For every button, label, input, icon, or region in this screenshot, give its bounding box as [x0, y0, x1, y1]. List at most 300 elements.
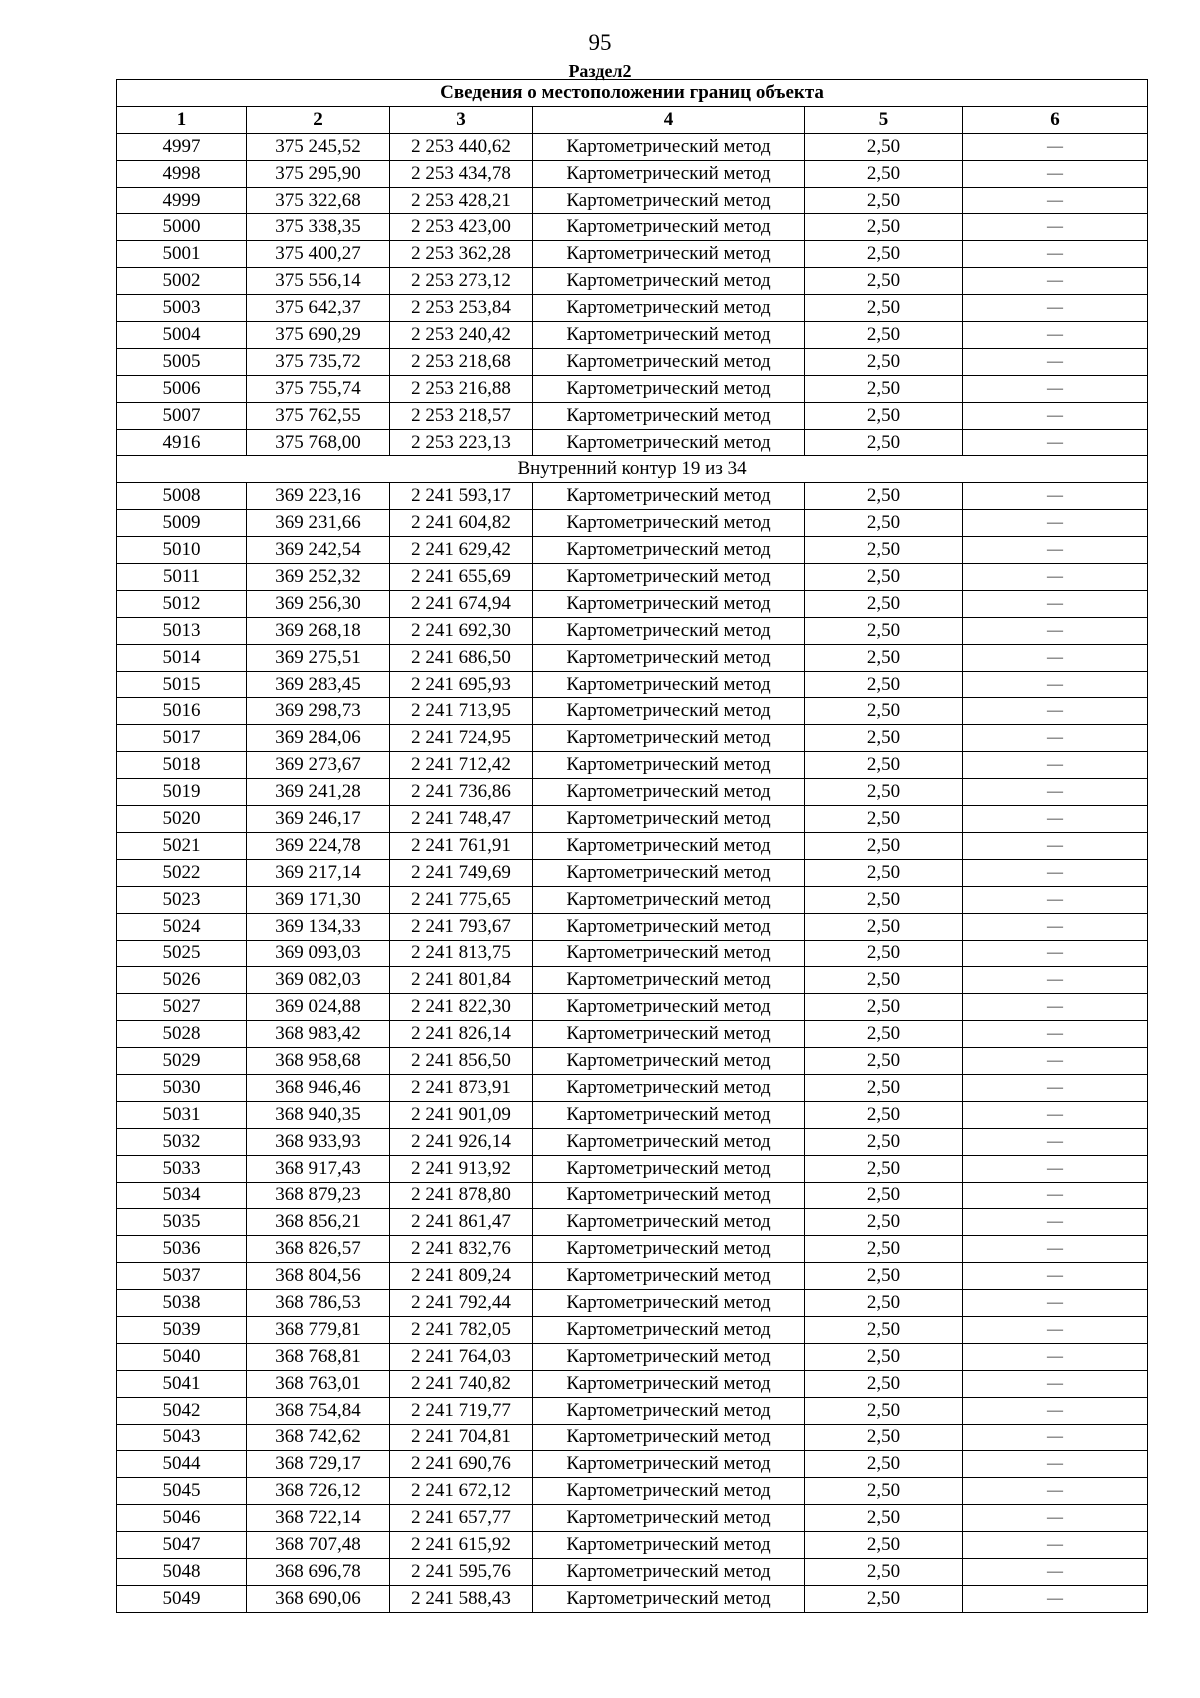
table-row	[117, 1155, 1148, 1182]
y-coordinate-cell: 2 253 428,21	[390, 187, 533, 214]
table-row	[117, 1558, 1148, 1585]
point-number-cell: 5011	[117, 564, 247, 591]
point-number-cell: 5006	[117, 375, 247, 402]
x-coordinate-cell: 369 024,88	[247, 994, 390, 1021]
point-number-cell: 4998	[117, 160, 247, 187]
y-coordinate-cell: 2 253 423,00	[390, 214, 533, 241]
y-coordinate-cell: 2 253 434,78	[390, 160, 533, 187]
method-cell: Картометрический метод	[533, 886, 805, 913]
method-cell: Картометрический метод	[533, 1074, 805, 1101]
table-row	[117, 806, 1148, 833]
accuracy-cell: 2,50	[805, 806, 963, 833]
x-coordinate-cell: 368 707,48	[247, 1532, 390, 1559]
point-number-cell: 5025	[117, 940, 247, 967]
x-coordinate-cell: 375 642,37	[247, 295, 390, 322]
y-coordinate-cell: 2 241 593,17	[390, 483, 533, 510]
point-number-cell: 4997	[117, 133, 247, 160]
y-coordinate-cell: 2 241 719,77	[390, 1397, 533, 1424]
method-cell: Картометрический метод	[533, 1505, 805, 1532]
point-number-cell: 5017	[117, 725, 247, 752]
description-cell: —	[963, 1128, 1148, 1155]
description-cell: —	[963, 698, 1148, 725]
method-cell: Картометрический метод	[533, 913, 805, 940]
accuracy-cell: 2,50	[805, 268, 963, 295]
method-cell: Картометрический метод	[533, 725, 805, 752]
y-coordinate-cell: 2 241 686,50	[390, 644, 533, 671]
point-number-cell: 5001	[117, 241, 247, 268]
accuracy-cell: 2,50	[805, 1585, 963, 1612]
description-cell: —	[963, 375, 1148, 402]
method-cell: Картометрический метод	[533, 483, 805, 510]
method-cell: Картометрический метод	[533, 348, 805, 375]
table-row	[117, 859, 1148, 886]
accuracy-cell: 2,50	[805, 537, 963, 564]
x-coordinate-cell: 369 246,17	[247, 806, 390, 833]
y-coordinate-cell: 2 253 440,62	[390, 133, 533, 160]
table-row	[117, 832, 1148, 859]
x-coordinate-cell: 369 284,06	[247, 725, 390, 752]
description-cell: —	[963, 322, 1148, 349]
y-coordinate-cell: 2 253 362,28	[390, 241, 533, 268]
table-row	[117, 1343, 1148, 1370]
method-cell: Картометрический метод	[533, 806, 805, 833]
x-coordinate-cell: 368 763,01	[247, 1370, 390, 1397]
table-row	[117, 510, 1148, 537]
point-number-cell: 5033	[117, 1155, 247, 1182]
point-number-cell: 5031	[117, 1101, 247, 1128]
x-coordinate-cell: 369 171,30	[247, 886, 390, 913]
table-row	[117, 1021, 1148, 1048]
table-row	[117, 617, 1148, 644]
column-header: 2	[247, 106, 390, 133]
method-cell: Картометрический метод	[533, 671, 805, 698]
accuracy-cell: 2,50	[805, 994, 963, 1021]
table-row	[117, 1290, 1148, 1317]
method-cell: Картометрический метод	[533, 1236, 805, 1263]
y-coordinate-cell: 2 253 218,68	[390, 348, 533, 375]
accuracy-cell: 2,50	[805, 564, 963, 591]
table-row	[117, 1505, 1148, 1532]
point-number-cell: 5029	[117, 1048, 247, 1075]
description-cell: —	[963, 1074, 1148, 1101]
point-number-cell: 5021	[117, 832, 247, 859]
table-row	[117, 590, 1148, 617]
table-row	[117, 1209, 1148, 1236]
x-coordinate-cell: 368 742,62	[247, 1424, 390, 1451]
description-cell: —	[963, 1316, 1148, 1343]
point-number-cell: 5034	[117, 1182, 247, 1209]
accuracy-cell: 2,50	[805, 1263, 963, 1290]
point-number-cell: 5049	[117, 1585, 247, 1612]
point-number-cell: 5047	[117, 1532, 247, 1559]
table-row	[117, 940, 1148, 967]
column-header-row	[117, 106, 1148, 133]
accuracy-cell: 2,50	[805, 1424, 963, 1451]
y-coordinate-cell: 2 241 749,69	[390, 859, 533, 886]
accuracy-cell: 2,50	[805, 375, 963, 402]
table-row	[117, 779, 1148, 806]
y-coordinate-cell: 2 241 861,47	[390, 1209, 533, 1236]
point-number-cell: 5000	[117, 214, 247, 241]
method-cell: Картометрический метод	[533, 1101, 805, 1128]
table-row	[117, 644, 1148, 671]
table-row	[117, 402, 1148, 429]
description-cell: —	[963, 1101, 1148, 1128]
method-cell: Картометрический метод	[533, 160, 805, 187]
table-row	[117, 1316, 1148, 1343]
description-cell: —	[963, 537, 1148, 564]
description-cell: —	[963, 779, 1148, 806]
description-cell: —	[963, 564, 1148, 591]
x-coordinate-cell: 368 696,78	[247, 1558, 390, 1585]
y-coordinate-cell: 2 241 629,42	[390, 537, 533, 564]
table-row	[117, 1451, 1148, 1478]
point-number-cell: 5007	[117, 402, 247, 429]
table-row	[117, 133, 1148, 160]
x-coordinate-cell: 369 283,45	[247, 671, 390, 698]
method-cell: Картометрический метод	[533, 537, 805, 564]
description-cell: —	[963, 510, 1148, 537]
point-number-cell: 5039	[117, 1316, 247, 1343]
method-cell: Картометрический метод	[533, 617, 805, 644]
point-number-cell: 5044	[117, 1451, 247, 1478]
description-cell: —	[963, 1424, 1148, 1451]
accuracy-cell: 2,50	[805, 1558, 963, 1585]
table-row	[117, 1128, 1148, 1155]
accuracy-cell: 2,50	[805, 510, 963, 537]
x-coordinate-cell: 368 983,42	[247, 1021, 390, 1048]
y-coordinate-cell: 2 241 704,81	[390, 1424, 533, 1451]
point-number-cell: 5030	[117, 1074, 247, 1101]
point-number-cell: 5013	[117, 617, 247, 644]
accuracy-cell: 2,50	[805, 1316, 963, 1343]
accuracy-cell: 2,50	[805, 886, 963, 913]
x-coordinate-cell: 375 556,14	[247, 268, 390, 295]
table-row	[117, 187, 1148, 214]
table-row	[117, 1397, 1148, 1424]
description-cell: —	[963, 725, 1148, 752]
y-coordinate-cell: 2 241 748,47	[390, 806, 533, 833]
description-cell: —	[963, 429, 1148, 456]
x-coordinate-cell: 369 256,30	[247, 590, 390, 617]
x-coordinate-cell: 369 268,18	[247, 617, 390, 644]
point-number-cell: 5002	[117, 268, 247, 295]
x-coordinate-cell: 368 917,43	[247, 1155, 390, 1182]
y-coordinate-cell: 2 253 273,12	[390, 268, 533, 295]
description-cell: —	[963, 967, 1148, 994]
x-coordinate-cell: 375 768,00	[247, 429, 390, 456]
point-number-cell: 5010	[117, 537, 247, 564]
x-coordinate-cell: 375 755,74	[247, 375, 390, 402]
accuracy-cell: 2,50	[805, 1021, 963, 1048]
point-number-cell: 5014	[117, 644, 247, 671]
method-cell: Картометрический метод	[533, 1182, 805, 1209]
description-cell: —	[963, 295, 1148, 322]
method-cell: Картометрический метод	[533, 1585, 805, 1612]
x-coordinate-cell: 369 252,32	[247, 564, 390, 591]
y-coordinate-cell: 2 241 588,43	[390, 1585, 533, 1612]
method-cell: Картометрический метод	[533, 429, 805, 456]
y-coordinate-cell: 2 241 761,91	[390, 832, 533, 859]
table-row	[117, 1048, 1148, 1075]
description-cell: —	[963, 1048, 1148, 1075]
accuracy-cell: 2,50	[805, 1048, 963, 1075]
contour-label: Внутренний контур 19 из 34	[117, 456, 1148, 483]
description-cell: —	[963, 160, 1148, 187]
x-coordinate-cell: 375 400,27	[247, 241, 390, 268]
x-coordinate-cell: 368 768,81	[247, 1343, 390, 1370]
description-cell: —	[963, 1451, 1148, 1478]
table-row	[117, 1370, 1148, 1397]
y-coordinate-cell: 2 241 793,67	[390, 913, 533, 940]
point-number-cell: 5015	[117, 671, 247, 698]
table-row	[117, 1101, 1148, 1128]
y-coordinate-cell: 2 241 775,65	[390, 886, 533, 913]
description-cell: —	[963, 886, 1148, 913]
y-coordinate-cell: 2 241 832,76	[390, 1236, 533, 1263]
point-number-cell: 5037	[117, 1263, 247, 1290]
description-cell: —	[963, 1558, 1148, 1585]
accuracy-cell: 2,50	[805, 1451, 963, 1478]
description-cell: —	[963, 483, 1148, 510]
method-cell: Картометрический метод	[533, 967, 805, 994]
accuracy-cell: 2,50	[805, 1343, 963, 1370]
method-cell: Картометрический метод	[533, 1451, 805, 1478]
y-coordinate-cell: 2 241 801,84	[390, 967, 533, 994]
accuracy-cell: 2,50	[805, 644, 963, 671]
description-cell: —	[963, 644, 1148, 671]
accuracy-cell: 2,50	[805, 1128, 963, 1155]
x-coordinate-cell: 375 322,68	[247, 187, 390, 214]
point-number-cell: 4999	[117, 187, 247, 214]
method-cell: Картометрический метод	[533, 1209, 805, 1236]
method-cell: Картометрический метод	[533, 1397, 805, 1424]
method-cell: Картометрический метод	[533, 1048, 805, 1075]
description-cell: —	[963, 940, 1148, 967]
point-number-cell: 5028	[117, 1021, 247, 1048]
table-row	[117, 752, 1148, 779]
accuracy-cell: 2,50	[805, 1182, 963, 1209]
description-cell: —	[963, 1182, 1148, 1209]
accuracy-cell: 2,50	[805, 590, 963, 617]
table-row	[117, 375, 1148, 402]
method-cell: Картометрический метод	[533, 859, 805, 886]
table-row	[117, 241, 1148, 268]
accuracy-cell: 2,50	[805, 832, 963, 859]
description-cell: —	[963, 1343, 1148, 1370]
method-cell: Картометрический метод	[533, 994, 805, 1021]
point-number-cell: 5042	[117, 1397, 247, 1424]
description-cell: —	[963, 268, 1148, 295]
y-coordinate-cell: 2 241 901,09	[390, 1101, 533, 1128]
accuracy-cell: 2,50	[805, 913, 963, 940]
table-row	[117, 214, 1148, 241]
table-row	[117, 160, 1148, 187]
point-number-cell: 5032	[117, 1128, 247, 1155]
accuracy-cell: 2,50	[805, 1532, 963, 1559]
table-body	[117, 133, 1148, 1612]
x-coordinate-cell: 369 082,03	[247, 967, 390, 994]
description-cell: —	[963, 1209, 1148, 1236]
description-cell: —	[963, 1290, 1148, 1317]
description-cell: —	[963, 994, 1148, 1021]
y-coordinate-cell: 2 253 216,88	[390, 375, 533, 402]
description-cell: —	[963, 913, 1148, 940]
accuracy-cell: 2,50	[805, 1505, 963, 1532]
y-coordinate-cell: 2 241 674,94	[390, 590, 533, 617]
x-coordinate-cell: 368 804,56	[247, 1263, 390, 1290]
accuracy-cell: 2,50	[805, 1397, 963, 1424]
accuracy-cell: 2,50	[805, 752, 963, 779]
description-cell: —	[963, 1585, 1148, 1612]
description-cell: —	[963, 1370, 1148, 1397]
y-coordinate-cell: 2 241 822,30	[390, 994, 533, 1021]
method-cell: Картометрический метод	[533, 1370, 805, 1397]
table-row	[117, 1585, 1148, 1612]
x-coordinate-cell: 369 298,73	[247, 698, 390, 725]
page-number: 95	[588, 30, 612, 55]
point-number-cell: 5016	[117, 698, 247, 725]
method-cell: Картометрический метод	[533, 295, 805, 322]
y-coordinate-cell: 2 241 595,76	[390, 1558, 533, 1585]
accuracy-cell: 2,50	[805, 187, 963, 214]
method-cell: Картометрический метод	[533, 698, 805, 725]
accuracy-cell: 2,50	[805, 160, 963, 187]
method-cell: Картометрический метод	[533, 590, 805, 617]
y-coordinate-cell: 2 241 878,80	[390, 1182, 533, 1209]
y-coordinate-cell: 2 241 712,42	[390, 752, 533, 779]
method-cell: Картометрический метод	[533, 1478, 805, 1505]
x-coordinate-cell: 375 762,55	[247, 402, 390, 429]
method-cell: Картометрический метод	[533, 1343, 805, 1370]
y-coordinate-cell: 2 241 813,75	[390, 940, 533, 967]
method-cell: Картометрический метод	[533, 322, 805, 349]
accuracy-cell: 2,50	[805, 698, 963, 725]
accuracy-cell: 2,50	[805, 671, 963, 698]
point-number-cell: 5020	[117, 806, 247, 833]
x-coordinate-cell: 368 690,06	[247, 1585, 390, 1612]
description-cell: —	[963, 1155, 1148, 1182]
method-cell: Картометрический метод	[533, 241, 805, 268]
accuracy-cell: 2,50	[805, 241, 963, 268]
x-coordinate-cell: 368 826,57	[247, 1236, 390, 1263]
point-number-cell: 5027	[117, 994, 247, 1021]
point-number-cell: 5003	[117, 295, 247, 322]
y-coordinate-cell: 2 241 782,05	[390, 1316, 533, 1343]
x-coordinate-cell: 368 779,81	[247, 1316, 390, 1343]
description-cell: —	[963, 1263, 1148, 1290]
x-coordinate-cell: 369 275,51	[247, 644, 390, 671]
y-coordinate-cell: 2 241 926,14	[390, 1128, 533, 1155]
point-number-cell: 5041	[117, 1370, 247, 1397]
x-coordinate-cell: 369 273,67	[247, 752, 390, 779]
y-coordinate-cell: 2 241 856,50	[390, 1048, 533, 1075]
table-row	[117, 725, 1148, 752]
column-header: 5	[805, 106, 963, 133]
method-cell: Картометрический метод	[533, 1558, 805, 1585]
x-coordinate-cell: 368 754,84	[247, 1397, 390, 1424]
accuracy-cell: 2,50	[805, 779, 963, 806]
method-cell: Картометрический метод	[533, 133, 805, 160]
table-row	[117, 537, 1148, 564]
description-cell: —	[963, 832, 1148, 859]
point-number-cell: 5036	[117, 1236, 247, 1263]
y-coordinate-cell: 2 241 692,30	[390, 617, 533, 644]
x-coordinate-cell: 375 245,52	[247, 133, 390, 160]
x-coordinate-cell: 369 217,14	[247, 859, 390, 886]
accuracy-cell: 2,50	[805, 322, 963, 349]
y-coordinate-cell: 2 241 724,95	[390, 725, 533, 752]
x-coordinate-cell: 375 690,29	[247, 322, 390, 349]
y-coordinate-cell: 2 241 736,86	[390, 779, 533, 806]
y-coordinate-cell: 2 241 695,93	[390, 671, 533, 698]
method-cell: Картометрический метод	[533, 1021, 805, 1048]
accuracy-cell: 2,50	[805, 1370, 963, 1397]
section-title: Раздел2	[568, 61, 632, 81]
x-coordinate-cell: 369 241,28	[247, 779, 390, 806]
accuracy-cell: 2,50	[805, 429, 963, 456]
description-cell: —	[963, 617, 1148, 644]
method-cell: Картометрический метод	[533, 644, 805, 671]
column-header: 4	[533, 106, 805, 133]
point-number-cell: 5018	[117, 752, 247, 779]
table-caption: Сведения о местоположении границ объекта	[117, 80, 1148, 107]
y-coordinate-cell: 2 241 604,82	[390, 510, 533, 537]
accuracy-cell: 2,50	[805, 214, 963, 241]
x-coordinate-cell: 369 223,16	[247, 483, 390, 510]
x-coordinate-cell: 368 940,35	[247, 1101, 390, 1128]
point-number-cell: 5045	[117, 1478, 247, 1505]
x-coordinate-cell: 369 134,33	[247, 913, 390, 940]
point-number-cell: 4916	[117, 429, 247, 456]
x-coordinate-cell: 369 242,54	[247, 537, 390, 564]
accuracy-cell: 2,50	[805, 617, 963, 644]
point-number-cell: 5040	[117, 1343, 247, 1370]
method-cell: Картометрический метод	[533, 1290, 805, 1317]
method-cell: Картометрический метод	[533, 375, 805, 402]
column-header: 6	[963, 106, 1148, 133]
table-row	[117, 1236, 1148, 1263]
method-cell: Картометрический метод	[533, 268, 805, 295]
table-row	[117, 1182, 1148, 1209]
description-cell: —	[963, 806, 1148, 833]
y-coordinate-cell: 2 241 873,91	[390, 1074, 533, 1101]
description-cell: —	[963, 187, 1148, 214]
table-row	[117, 1478, 1148, 1505]
accuracy-cell: 2,50	[805, 402, 963, 429]
y-coordinate-cell: 2 241 672,12	[390, 1478, 533, 1505]
boundary-coordinates-table	[116, 79, 1148, 1613]
accuracy-cell: 2,50	[805, 859, 963, 886]
y-coordinate-cell: 2 253 253,84	[390, 295, 533, 322]
y-coordinate-cell: 2 253 223,13	[390, 429, 533, 456]
description-cell: —	[963, 1397, 1148, 1424]
table-row	[117, 967, 1148, 994]
accuracy-cell: 2,50	[805, 1155, 963, 1182]
accuracy-cell: 2,50	[805, 295, 963, 322]
description-cell: —	[963, 214, 1148, 241]
column-header: 3	[390, 106, 533, 133]
x-coordinate-cell: 368 726,12	[247, 1478, 390, 1505]
table-row	[117, 1532, 1148, 1559]
method-cell: Картометрический метод	[533, 1263, 805, 1290]
y-coordinate-cell: 2 241 713,95	[390, 698, 533, 725]
point-number-cell: 5043	[117, 1424, 247, 1451]
description-cell: —	[963, 859, 1148, 886]
description-cell: —	[963, 671, 1148, 698]
y-coordinate-cell: 2 241 690,76	[390, 1451, 533, 1478]
y-coordinate-cell: 2 253 218,57	[390, 402, 533, 429]
